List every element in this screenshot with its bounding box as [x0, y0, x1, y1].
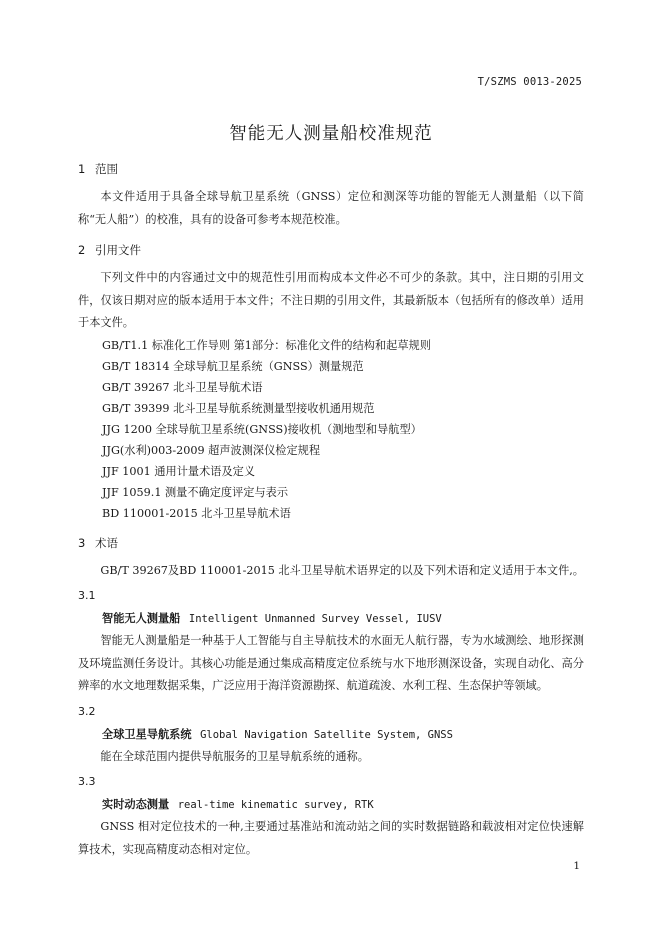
term-definition: 能在全球范围内提供导航服务的卫星导航系统的通称。 [100, 749, 369, 763]
section-heading-scope [78, 160, 584, 178]
term-chinese-name: 全球卫星导航系统 [102, 727, 192, 741]
document-body [78, 160, 584, 861]
term-heading [78, 794, 584, 816]
term-definition: 智能无人测量船是一种基于人工智能与自主导航技术的水面无人航行器，专为水域测绘、地形探测及环境监测任务设计。其核心功能是通过集成高精度定位系统与水下地形测深设备，实现自动化、高分辨率的水文地理数据采集，广泛应用于海洋资源勘探、航道疏浚、水利工程、生态保护等领域。 [78, 634, 584, 692]
term-chinese-name: 智能无人测量船 [102, 612, 181, 625]
term-english-name: Global Navigation Satellite System, GNSS [200, 728, 453, 741]
term-number: 3.3 [78, 775, 96, 788]
references-paragraph: 下列文件中的内容通过文中的规范性引用而构成本文件必不可少的条款。其中，注日期的引用文件，仅该日期对应的版本适用于本文件；不注日期的引用文件，其最新版本（包括所有的修改单）适用于本文件。 [78, 271, 584, 329]
term-english-name: real-time kinematic survey, RTK [177, 799, 374, 811]
term-heading [78, 608, 584, 630]
scope-paragraph: 本文件适用于具备全球导航卫星系统（GNSS）定位和测深等功能的智能无人测量船（以下简称“无人船”）的校准，具有的设备可参考本规范校准。 [78, 190, 584, 226]
reference-list [78, 335, 584, 524]
terms-paragraph: GB/T 39267及BD 110001-2015 北斗卫星导航术语界定的以及下列术语和定义适用于本文件,。 [100, 563, 584, 577]
term-chinese-name: 实时动态测量 [102, 798, 170, 811]
section-title: 引用文件 [94, 243, 141, 257]
section-title: 术语 [94, 535, 118, 550]
reference-item: GB/T1.1 标准化工作导则 第1部分：标准化文件的结构和起草规则 [102, 338, 431, 352]
reference-item: JJF 1001 通用计量术语及定义 [102, 464, 256, 478]
reference-item: BD 110001-2015 北斗卫星导航术语 [102, 506, 291, 520]
reference-item: JJF 1059.1 测量不确定度评定与表示 [102, 485, 289, 499]
section-number: 3 [78, 535, 86, 550]
document-title: 智能无人测量船校准规范 [229, 124, 433, 144]
reference-item: GB/T 39399 北斗卫星导航系统测量型接收机通用规范 [102, 401, 375, 415]
section-number: 1 [78, 162, 86, 176]
term-heading [78, 724, 584, 746]
section-heading-terms [78, 534, 584, 552]
reference-item: JJG 1200 全球导航卫星系统(GNSS)接收机（测地型和导航型） [102, 422, 422, 436]
reference-item: GB/T 39267 北斗卫星导航术语 [102, 380, 263, 394]
section-heading-references [78, 241, 584, 259]
standard-number: T/SZMS 0013-2025 [477, 76, 582, 88]
reference-item: GB/T 18314 全球导航卫星系统（GNSS）测量规范 [102, 359, 364, 373]
term-english-name: Intelligent Unmanned Survey Vessel, IUSV [188, 613, 442, 625]
section-title: 范围 [94, 162, 118, 176]
term-definition: GNSS 相对定位技术的一种,主要通过基准站和流动站之间的实时数据链路和载波相对定位快速解算技术，实现高精度动态相对定位。 [78, 820, 584, 856]
section-number: 2 [78, 243, 86, 257]
page-number: 1 [573, 860, 580, 872]
reference-item: JJG(水利)003-2009 超声波测深仪检定规程 [102, 443, 321, 457]
term-number: 3.1 [78, 589, 96, 602]
term-number: 3.2 [78, 704, 96, 718]
